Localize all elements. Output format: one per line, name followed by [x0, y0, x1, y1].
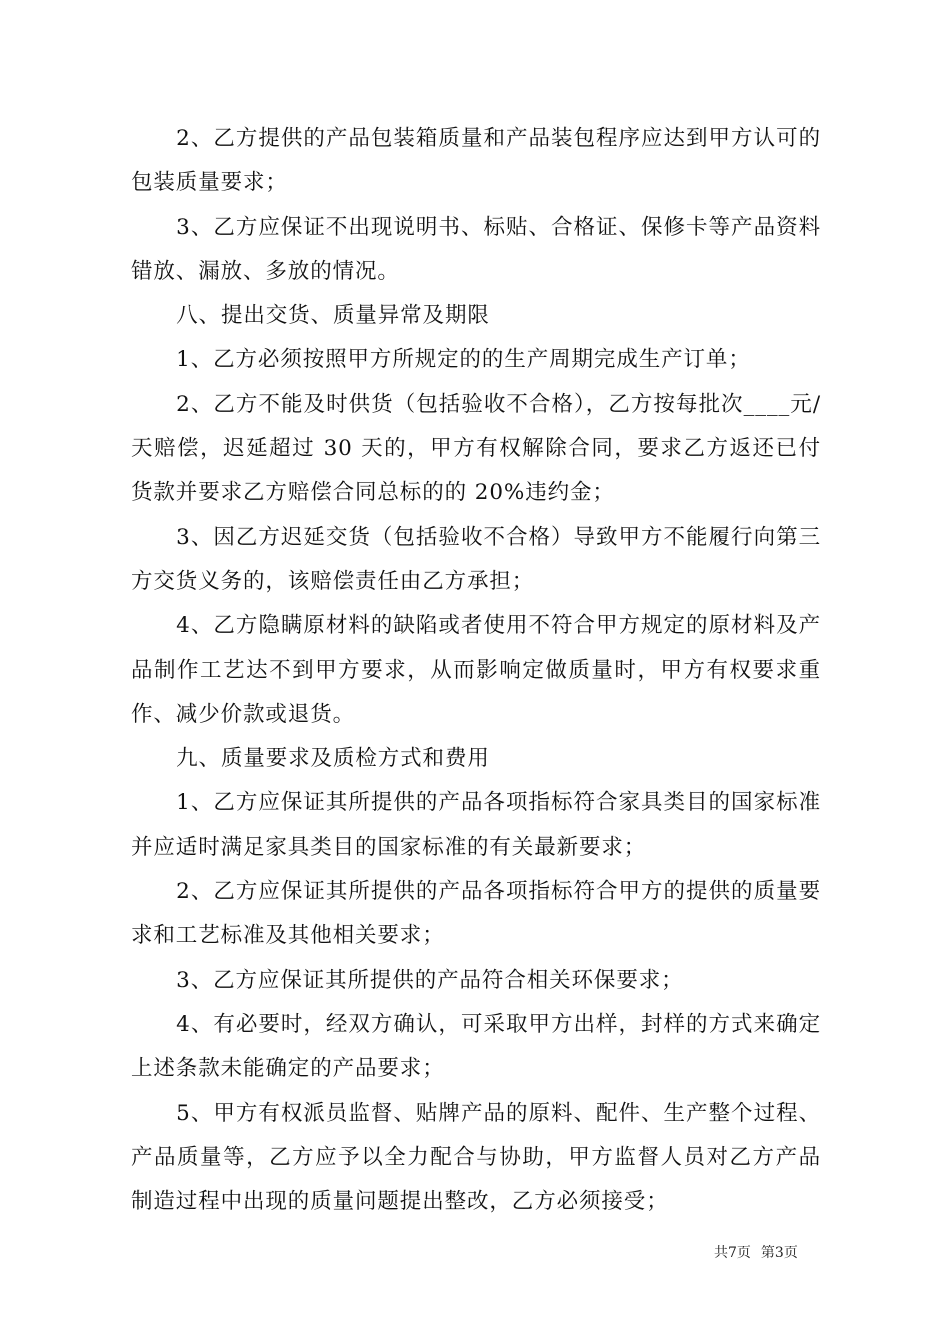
paragraph: 4、有必要时，经双方确认，可采取甲方出样，封样的方式来确定上述条款未能确定的产品要求；: [131, 1011, 821, 1082]
paragraph: 4、乙方隐瞒原材料的缺陷或者使用不符合甲方规定的原材料及产品制作工艺达不到甲方要求，从而影响定做质量时，甲方有权要求重作、减少价款或退货。: [131, 613, 821, 727]
document-body: [131, 117, 821, 1224]
section-heading: 九、质量要求及质检方式和费用: [176, 746, 490, 772]
current-page: 第3页: [760, 1245, 798, 1261]
paragraph: 2、乙方提供的产品包装箱质量和产品装包程序应达到甲方认可的包装质量要求；: [131, 126, 821, 196]
section-heading: 八、提出交货、质量异常及期限: [176, 303, 490, 329]
total-pages: 共7页: [714, 1245, 751, 1261]
paragraph: 2、乙方应保证其所提供的产品各项指标符合甲方的提供的质量要求和工艺标准及其他相关要求；: [131, 879, 821, 949]
page-footer: [714, 1244, 798, 1262]
paragraph: 3、乙方应保证不出现说明书、标贴、合格证、保修卡等产品资料错放、漏放、多放的情况。: [131, 214, 821, 284]
paragraph: 3、因乙方迟延交货（包括验收不合格）导致甲方不能履行向第三方交货义务的，该赔偿责任由乙方承担；: [131, 524, 821, 594]
paragraph: 2、乙方不能及时供货（包括验收不合格），乙方按每批次____元/天赔偿，迟延超过 30 天的，甲方有权解除合同，要求乙方返还已付货款并要求乙方赔偿合同总标的的 20%违约金；: [131, 391, 821, 506]
paragraph: 1、乙方必须按照甲方所规定的的生产周期完成生产订单；: [176, 347, 751, 373]
paragraph: 5、甲方有权派员监督、贴牌产品的原料、配件、生产整个过程、产品质量等，乙方应予以全力配合与协助，甲方监督人员对乙方产品制造过程中出现的质量问题提出整改，乙方必须接受；: [131, 1100, 821, 1215]
paragraph: 1、乙方应保证其所提供的产品各项指标符合家具类目的国家标准并应适时满足家具类目的国家标准的有关最新要求；: [131, 790, 821, 860]
paragraph: 3、乙方应保证其所提供的产品符合相关环保要求；: [176, 967, 684, 993]
